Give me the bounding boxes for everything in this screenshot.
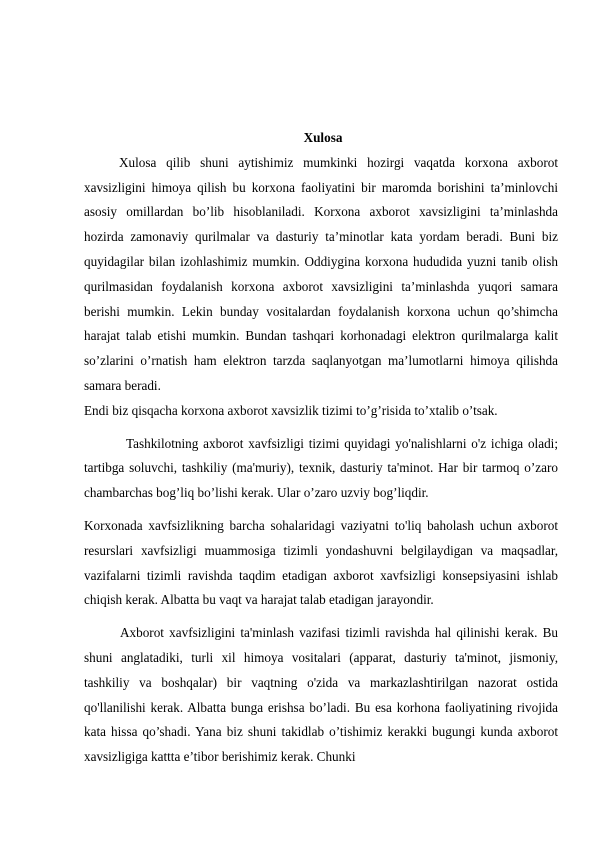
document-title: Xulosa bbox=[303, 130, 343, 145]
paragraph-security-concept: Korxonada xavfsizlikning barcha sohalaridagi vaziyatni to'liq baholash uchun axborot resurslari xavfsizligi muammosiga tizimli yondashuvni belgilaydigan va maqsadlar, vazifalarni tizimli ravishda taqdim etadigan axborot xavfsizligi konsepsiyasini ishlab chiqish kerak. Albatta bu vaqt va harajat talab etadigan jarayondir. bbox=[84, 517, 558, 608]
paragraph-security-task: Axborot xavfsizligini ta'minlash vazifasi tizimli ravishda hal qilinishi kerak. Bu shuni anglatadiki, turli xil himoya vositalari (apparat, dasturiy ta'minot, jismoniy, tashkiliy va boshqalar) bir vaqtning o'zida va markazlashtirilgan nazorat ostida qo'llanilishi kerak. Albatta bunga erishsa bo’ladi. Bu esa korhona faoliyatining rivojida kata hissa qo’shadi. Yana biz shuni takidlab o’tishimiz kerakki bugungi kunda axborot xavsizligiga kattta e’tibor berishimiz kerak. Chunki bbox=[84, 625, 558, 765]
paragraph-intro-system: Endi biz qisqacha korxona axborot xavsizlik tizimi to’g’risida to’xtalib o’tsak. bbox=[84, 402, 498, 418]
paragraph-conclusion: Xulosa qilib shuni aytishimiz mumkinki hozirgi vaqatda korxona axborot xavsizligini himoya qilish bu korxona faoliyatini bir maromda borishini ta’minlovchi asosiy omillardan bo’lib hisoblaniladi. Korxona axborot xavsizligini ta’minlashda hozirda zamonaviy qurilmalar va dasturiy ta’minotlar kata yordam beradi. Buni biz quyidagilar bilan izohlashimiz mumkin. Oddiygina korxona hududida yuzni tanib olish qurilmasidan foydalanish korxona axborot xavsizligini ta’minlashda yuqori samara berishi mumkin. Lekin bunday vositalardan foydalanish korxona uchun qo’shimcha harajat talab etishi mumkin. Bundan tashqari korhonadagi elektron qurilmalarga kalit so’zlarini o’rnatish ham elektron tarzda saqlanyotgan ma’lumotlarni himoya qilishda samara beradi. bbox=[84, 154, 558, 393]
paragraph-security-directions: Tashkilotning axborot xavfsizligi tizimi quyidagi yo'nalishlarni o'z ichiga oladi; tartibga soluvchi, tashkiliy (ma'muriy), texnik, dasturiy ta'minot. Har bir tarmoq o’zaro chambarchas bog’liq bo’lishi kerak. Ular o’zaro uzviy bog’liqdir. bbox=[84, 435, 558, 501]
document-body bbox=[84, 126, 558, 770]
